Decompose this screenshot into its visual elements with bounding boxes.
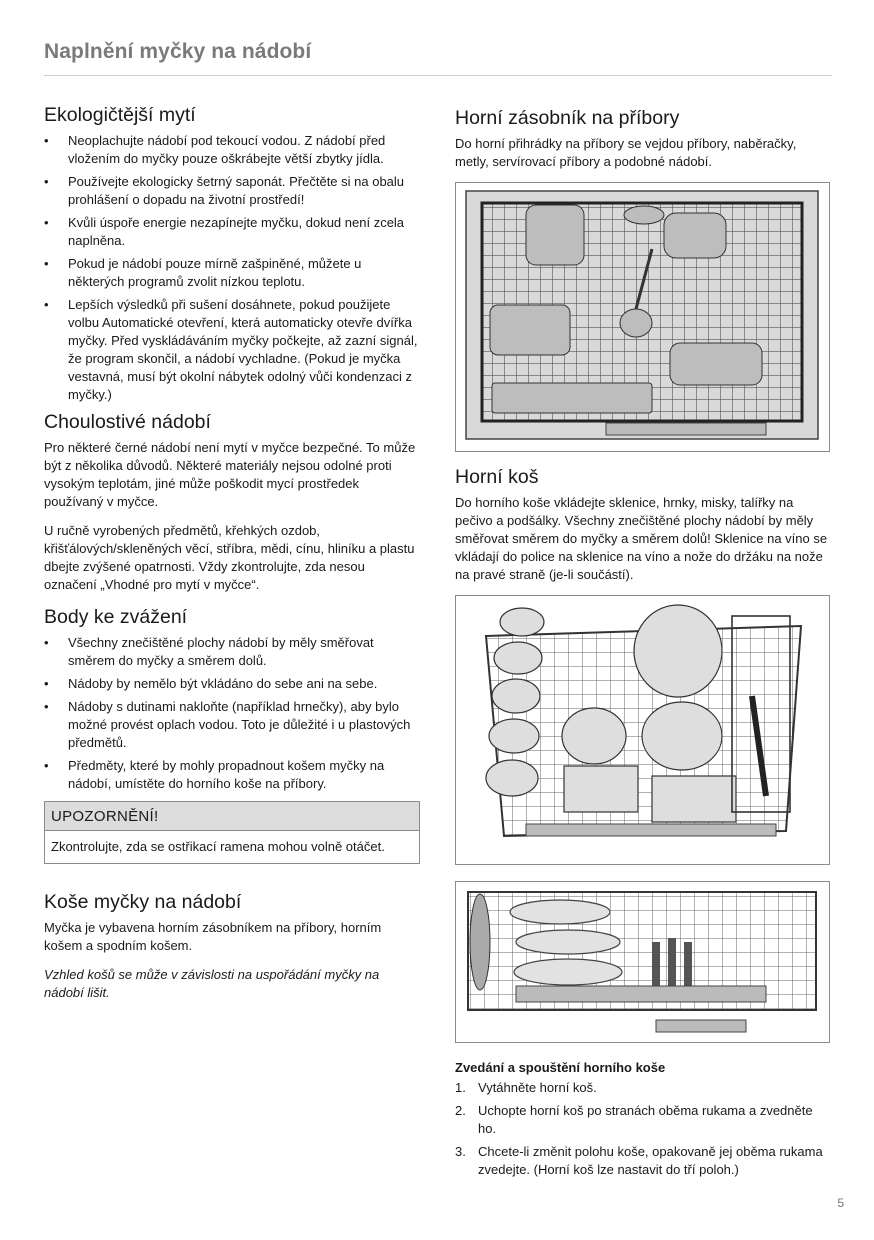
eco-heading: Ekologičtější mytí — [44, 104, 196, 126]
cutlery-section — [455, 106, 831, 171]
delicate-section — [44, 410, 420, 594]
upper-section — [455, 465, 831, 584]
upper-basket-illustration — [455, 595, 830, 865]
bullet-icon: • — [44, 297, 49, 312]
warning-title: UPOZORNĚNÍ! — [45, 802, 419, 831]
list-item: • Nádoby s dutinami nakloňte (například hrnečky), aby bylo možné provést oplach vodou. Toto je důležité i u plastových předmětů. — [44, 699, 411, 750]
page-title: Naplnění myčky na nádobí — [44, 40, 312, 63]
warning-box — [44, 801, 420, 864]
lower-basket-drawing — [456, 882, 829, 1042]
bullet-icon: • — [44, 174, 49, 189]
delicate-paragraph-1: Pro některé černé nádobí není mytí v myčce bezpečné. To může být z několika důvodů. Některé materiály nejsou odolné proti vysokým teplotám, jiné může poškodit mycí prostředek používaný v myčce. — [44, 440, 416, 509]
lifting-section — [455, 1059, 831, 1179]
right-column — [455, 106, 831, 1184]
list-item: • Pokud je nádobí pouze mírně zašpiněné, můžete u některých programů zvolit nízkou teplotu. — [44, 256, 362, 289]
upper-paragraph: Do horního koše vkládejte sklenice, hrnky, misky, talířky na pečivo a podšálky. Všechny znečištěné plochy nádobí by měly směřovat směrem do myčky a směrem dolů! Sklenice na víno se vkládají do police na sklenice na víno a nože do držáku na nože na pravé straně (je-li součástí). — [455, 495, 828, 582]
bullet-icon: • — [44, 676, 49, 691]
list-item: • Všechny znečištěné plochy nádobí by měly směřovat směrem do myčky a směrem dolů. — [44, 635, 374, 668]
cutlery-paragraph: Do horní přihrádky na příbory se vejdou příbory, naběračky, metly, servírovací příbory a podobné nádobí. — [455, 136, 797, 169]
baskets-note: Vzhled košů se může v závislosti na uspořádání myčky na nádobí lišit. — [44, 967, 380, 1000]
bullet-icon: • — [44, 635, 49, 650]
list-item: • Nádoby by nemělo být vkládáno do sebe ani na sebe. — [44, 676, 378, 691]
consider-list — [44, 634, 420, 793]
list-item: 1. Vytáhněte horní koš. — [455, 1080, 597, 1095]
bullet-icon: • — [44, 133, 49, 148]
delicate-heading: Choulostivé nádobí — [44, 411, 211, 433]
list-item: • Neoplachujte nádobí pod tekoucí vodou. Z nádobí před vložením do myčky pouze oškrábejte větší zbytky jídla. — [44, 133, 386, 166]
lower-basket-illustration — [455, 881, 830, 1043]
lifting-steps — [455, 1079, 831, 1179]
cutlery-heading: Horní zásobník na příbory — [455, 107, 680, 129]
consider-heading: Body ke zvážení — [44, 606, 188, 628]
list-item: 2. Uchopte horní koš po stranách oběma rukama a zvedněte ho. — [455, 1103, 813, 1136]
baskets-heading: Koše myčky na nádobí — [44, 891, 242, 913]
bullet-icon: • — [44, 758, 49, 773]
left-column — [44, 103, 420, 1013]
upper-heading: Horní koš — [455, 466, 539, 488]
warning-text: Zkontrolujte, zda se ostřikací ramena mohou volně otáčet. — [51, 839, 385, 854]
delicate-paragraph-2: U ručně vyrobených předmětů, křehkých ozdob, křišťálových/skleněných věcí, stříbra, mědi, cínu, hliníku a plastu dbejte zvýšené opatrnosti. Vždy zkontrolujte, zda nesou označení „Vhodné pro mytí v myčce“. — [44, 523, 415, 592]
eco-section — [44, 103, 420, 404]
upper-basket-drawing — [456, 596, 829, 864]
list-item: • Předměty, které by mohly propadnout košem myčky na nádobí, umístěte do horního koše na příbory. — [44, 758, 385, 791]
list-item: • Používejte ekologicky šetrný saponát. Přečtěte si na obalu prohlášení o dopadu na životní prostředí! — [44, 174, 405, 207]
lifting-heading: Zvedání a spouštění horního koše — [455, 1060, 666, 1075]
title-divider — [44, 75, 832, 76]
consider-section — [44, 605, 420, 793]
list-item: • Lepších výsledků při sušení dosáhnete, pokud použijete volbu Automatické otevření, která automaticky otevře dvířka myčky. Před vyskládáváním myčky počkejte, až zazní signál, že program skončil, a nádobí vychladne. (Pokud je myčka vestavná, musí být okolní nábytek odolný vůči kondenzaci z myčky.) — [44, 297, 418, 402]
list-item: 3. Chcete-li změnit polohu koše, opakovaně jej oběma rukama zvedejte. (Horní koš lze nastavit do tří poloh.) — [455, 1144, 823, 1177]
baskets-section — [44, 890, 420, 1002]
eco-list — [44, 132, 420, 404]
bullet-icon: • — [44, 256, 49, 271]
baskets-paragraph: Myčka je vybavena horním zásobníkem na příbory, horním košem a spodním košem. — [44, 920, 382, 953]
bullet-icon: • — [44, 699, 49, 714]
cutlery-tray-illustration — [455, 182, 830, 452]
cutlery-tray-drawing — [456, 183, 829, 451]
list-item: • Kvůli úspoře energie nezapínejte myčku, dokud není zcela naplněna. — [44, 215, 405, 248]
bullet-icon: • — [44, 215, 49, 230]
page-number: 5 — [837, 1196, 844, 1210]
